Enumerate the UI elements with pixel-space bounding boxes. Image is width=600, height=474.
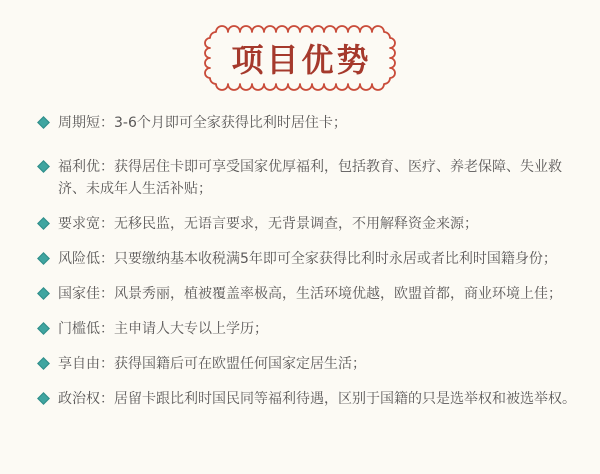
advantage-label: 周期短： [58, 115, 114, 131]
diamond-bullet-icon [37, 252, 50, 265]
title-badge [202, 24, 398, 92]
advantage-description: 居留卡跟比利时国民同等福利待遇，区别于国籍的只是选举权和被选举权。 [114, 391, 576, 407]
advantage-description: 无移民监，无语言要求，无背景调查，不用解释资金来源； [114, 216, 478, 232]
diamond-bullet-icon [37, 392, 50, 405]
diamond-bullet-icon [37, 322, 50, 335]
advantage-label: 政治权： [58, 391, 114, 407]
advantage-item [38, 353, 570, 375]
page-root [0, 24, 600, 474]
advantage-label: 风险低： [58, 251, 114, 267]
advantage-description: 只要缴纳基本收税满5年即可全家获得比利时永居或者比利时国籍身份； [114, 251, 557, 267]
advantage-description: 3-6个月即可全家获得比利时居住卡； [114, 115, 347, 131]
advantage-label: 享自由： [58, 356, 114, 372]
advantage-item [38, 156, 570, 200]
advantage-label: 门槛低： [58, 321, 114, 337]
advantage-description: 风景秀丽，植被覆盖率极高，生活环境优越，欧盟首都，商业环境上佳； [114, 286, 562, 302]
diamond-bullet-icon [37, 160, 50, 173]
advantage-label: 福利优： [58, 159, 114, 175]
page-title: 项目优势 [231, 41, 372, 79]
advantage-item [38, 283, 570, 305]
advantages-list [38, 112, 576, 410]
advantage-description: 获得国籍后可在欧盟任何国家定居生活； [114, 356, 366, 372]
advantage-item [38, 388, 576, 410]
diamond-bullet-icon [37, 357, 50, 370]
advantage-description: 获得居住卡即可享受国家优厚福利，包括教育、医疗、养老保障、失业救济、未成年人生活补贴； [58, 159, 562, 197]
diamond-bullet-icon [37, 287, 50, 300]
diamond-bullet-icon [37, 116, 50, 129]
advantage-label: 要求宽： [58, 216, 114, 232]
advantage-item [38, 213, 570, 235]
advantage-item [38, 112, 570, 134]
advantage-item [38, 248, 570, 270]
advantage-description: 主申请人大专以上学历； [114, 321, 268, 337]
diamond-bullet-icon [37, 217, 50, 230]
advantage-item [38, 318, 570, 340]
advantage-label: 国家佳： [58, 286, 114, 302]
